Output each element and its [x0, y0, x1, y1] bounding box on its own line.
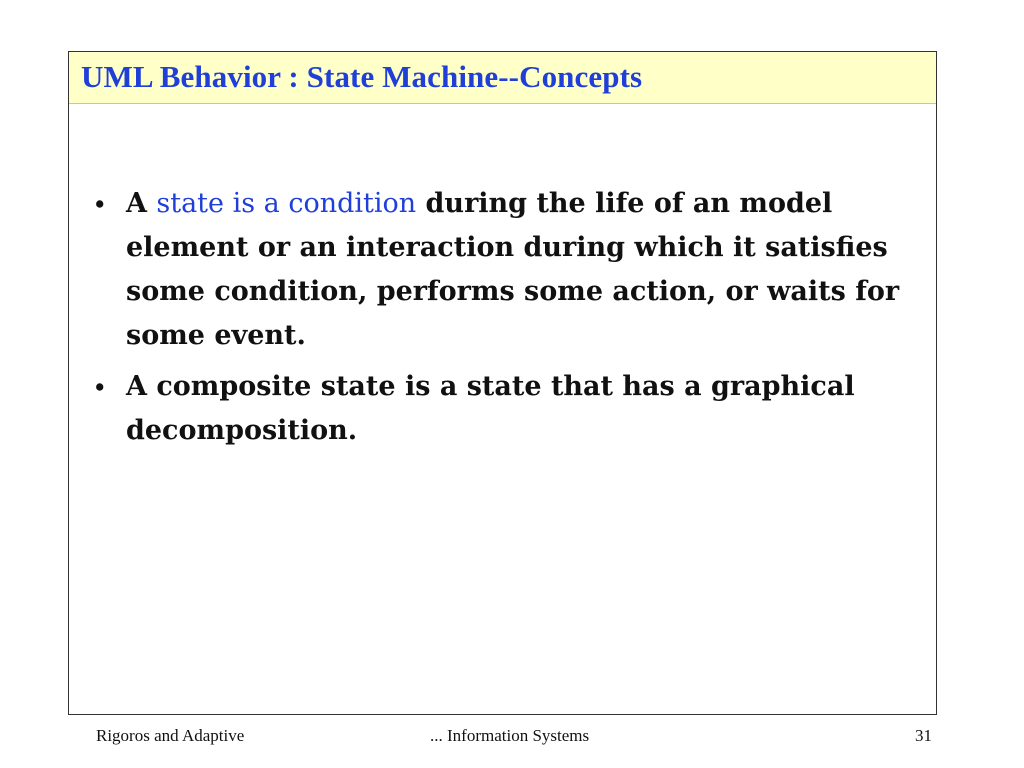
bullet-dot-icon: • — [95, 189, 105, 219]
bullet-1-rest: during the life of an model element or an interaction during which it satisfies some condition, performs some action, or waits for some event. — [126, 188, 900, 351]
bullet-1-prefix: A — [126, 188, 157, 219]
bullet-1-highlight: state is a condition — [156, 188, 417, 219]
slide-title: UML Behavior : State Machine--Concepts — [81, 59, 643, 94]
bullet-2-text: A composite state is a state that has a graphical decomposition. — [126, 371, 855, 446]
bullet-dot-icon: • — [95, 372, 105, 402]
footer-center: ... Information Systems — [430, 726, 590, 745]
bullet-item-1 — [91, 182, 921, 358]
footer-left: Rigoros and Adaptive — [96, 726, 245, 745]
page-number: 31 — [915, 726, 932, 745]
slide-frame — [68, 51, 937, 715]
bullet-list — [91, 182, 921, 460]
title-bar — [69, 52, 936, 104]
bullet-item-2 — [91, 365, 921, 453]
